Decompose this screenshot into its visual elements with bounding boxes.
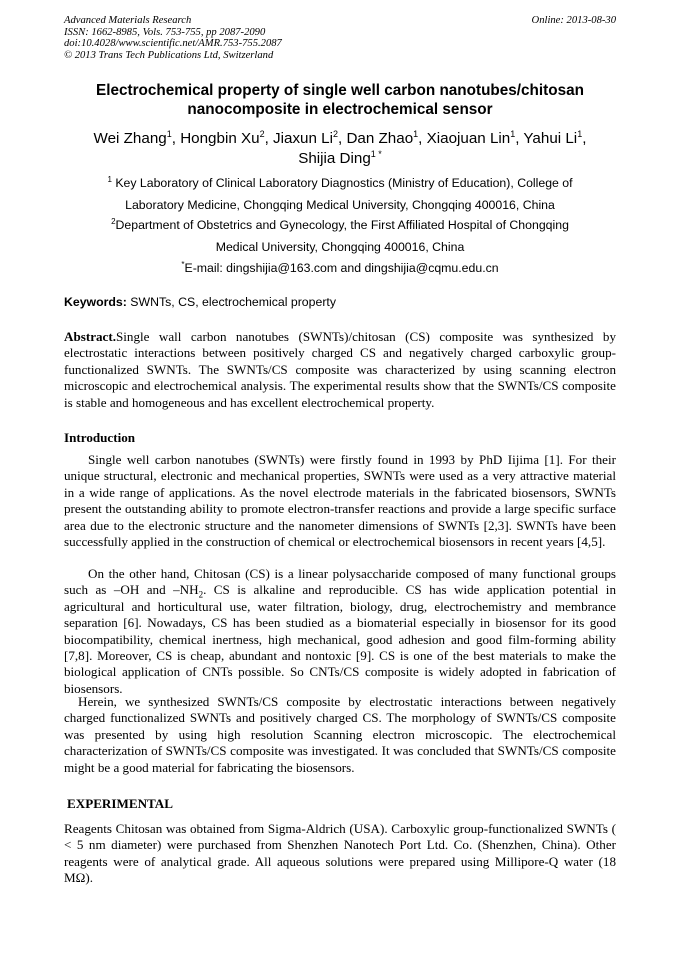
issn-line: ISSN: 1662-8985, Vols. 753-755, pp 2087-2090	[64, 26, 266, 38]
author: Hongbin Xu$^2$,	[180, 129, 274, 147]
abstract	[64, 329, 616, 411]
affiliation-2-line-1: $^2$Department of Obstetrics and Gynecology, the First Affiliated Hospital of Chongqing	[111, 217, 569, 232]
affiliation-1-line-2: Laboratory Medicine, Chongqing Medical University, Chongqing 400016, China	[125, 197, 555, 212]
affiliation-1	[64, 173, 616, 216]
journal-header	[64, 15, 616, 61]
author: Shijia Ding$^{1 *}$	[298, 149, 382, 167]
affiliation-2-mark: 2	[111, 217, 116, 226]
online-date: Online: 2013-08-30	[531, 15, 616, 26]
affiliation-2	[64, 215, 616, 258]
introduction-paragraph-2: On the other hand, Chitosan (CS) is a linear polysaccharide composed of many functional groups such as –OH and $-NH_2$. CS is alkaline and reproducible. CS has wide application potential in agricultural and horticultural use, water filtration, biology, drug, electrochemistry and membrance separation [6]. Nowadays, CS has been studied as a biomaterial especially in biosensor for its good biocompatibility, chemical inertness, high mechanical, good adhesion and good film-forming ability [7,8]. Moreover, CS is cheap, abundant and nontoxic [9]. CS is one of the best materials to make the biological application of CNTs possible. So CNTs/CS composite is widely adopted in fabrication of biosensors.	[64, 566, 616, 696]
keywords	[64, 295, 616, 309]
author: Xiaojuan Lin$^1$,	[426, 129, 524, 147]
email-text: E-mail: dingshijia@163.com and dingshijia@cqmu.edu.cn	[184, 261, 499, 275]
author: Dan Zhao$^1$,	[346, 129, 427, 147]
corresponding-email	[64, 258, 616, 280]
title-line-1: Electrochemical property of single well carbon nanotubes/chitosan	[96, 82, 584, 99]
author: Wei Zhang$^1$,	[93, 129, 181, 147]
affiliation-1-mark: 1	[107, 175, 112, 184]
email-mark: *	[181, 260, 185, 269]
experimental-heading: EXPERIMENTAL	[67, 796, 173, 811]
title-line-2: nanocomposite in electrochemical sensor	[187, 101, 493, 118]
author-list	[64, 129, 616, 169]
keywords-label: Keywords:	[64, 295, 127, 309]
abstract-text: Single wall carbon nanotubes (SWNTs)/chitosan (CS) composite was synthesized by electrostatic interactions between positively charged CS and negatively charged carboxylic group-functionalized SWNTs. The SWNTs/CS composite was characterized by using scanning electron microscopic and electrochemical analysis. The experimental results show that the SWNTs/CS composite is stable and homogeneous and has excellent electrochemical property.	[64, 329, 616, 410]
author: Yahui Li$^1$,	[523, 129, 587, 147]
keywords-text: SWNTs, CS, electrochemical property	[130, 295, 336, 309]
affiliation-2-line-2: Medical University, Chongqing 400016, China	[215, 239, 465, 254]
introduction-paragraph-3: Herein, we synthesized SWNTs/CS composite by electrostatic interactions between negatively charged functionalized SWNTs and positively charged CS. The morphology of SWNTs/CS composite was presented by using high resolution Scanning electron microscopic. The electrochemical characterization of SWNTs/CS composite was investigated. It was concluded that SWNTs/CS composite might be a good material for fabricating the biosensors.	[64, 694, 616, 775]
journal-name: Advanced Materials Research	[64, 15, 192, 26]
introduction-heading: Introduction	[64, 430, 136, 445]
author: Jiaxun Li$^2$,	[273, 129, 347, 147]
introduction-paragraph-1: Single well carbon nanotubes (SWNTs) were firstly found in 1993 by PhD Iijima [1]. For their unique structural, electronic and mechanical properties, SWNTs were used as a very attractive material in a wide range of applications. As the novel electrode materials in the fabricated biosensors, SWNTs present the outstanding ability to promote electron-transfer reactions and provide a large specific surface area due to the electronic structure and the nanometer dimensions of SWNTs [2,3]. SWNTs have been successfully applied in the construction of chemical or electrochemical biosensors in recent years [4,5].	[64, 452, 616, 550]
copyright-line: © 2013 Trans Tech Publications Ltd, Switzerland	[64, 49, 274, 61]
abstract-label: Abstract.	[64, 329, 116, 344]
doi-line: doi:10.4028/www.scientific.net/AMR.753-755.2087	[64, 38, 282, 50]
affiliation-1-line-1: $^1$ Key Laboratory of Clinical Laboratory Diagnostics (Ministry of Education), College of	[107, 175, 573, 190]
paper-title	[64, 81, 616, 119]
experimental-paragraph-1: Reagents Chitosan was obtained from Sigma-Aldrich (USA). Carboxylic group-functionalized SWNTs ( < 5 nm diameter) were purchased from Shenzhen Nanotech Port Ltd. Co. (Shenzhen, China). Other reagents were of analytical grade. All aqueous solutions were prepared using Millipore-Q water (18 MΩ).	[64, 821, 616, 886]
